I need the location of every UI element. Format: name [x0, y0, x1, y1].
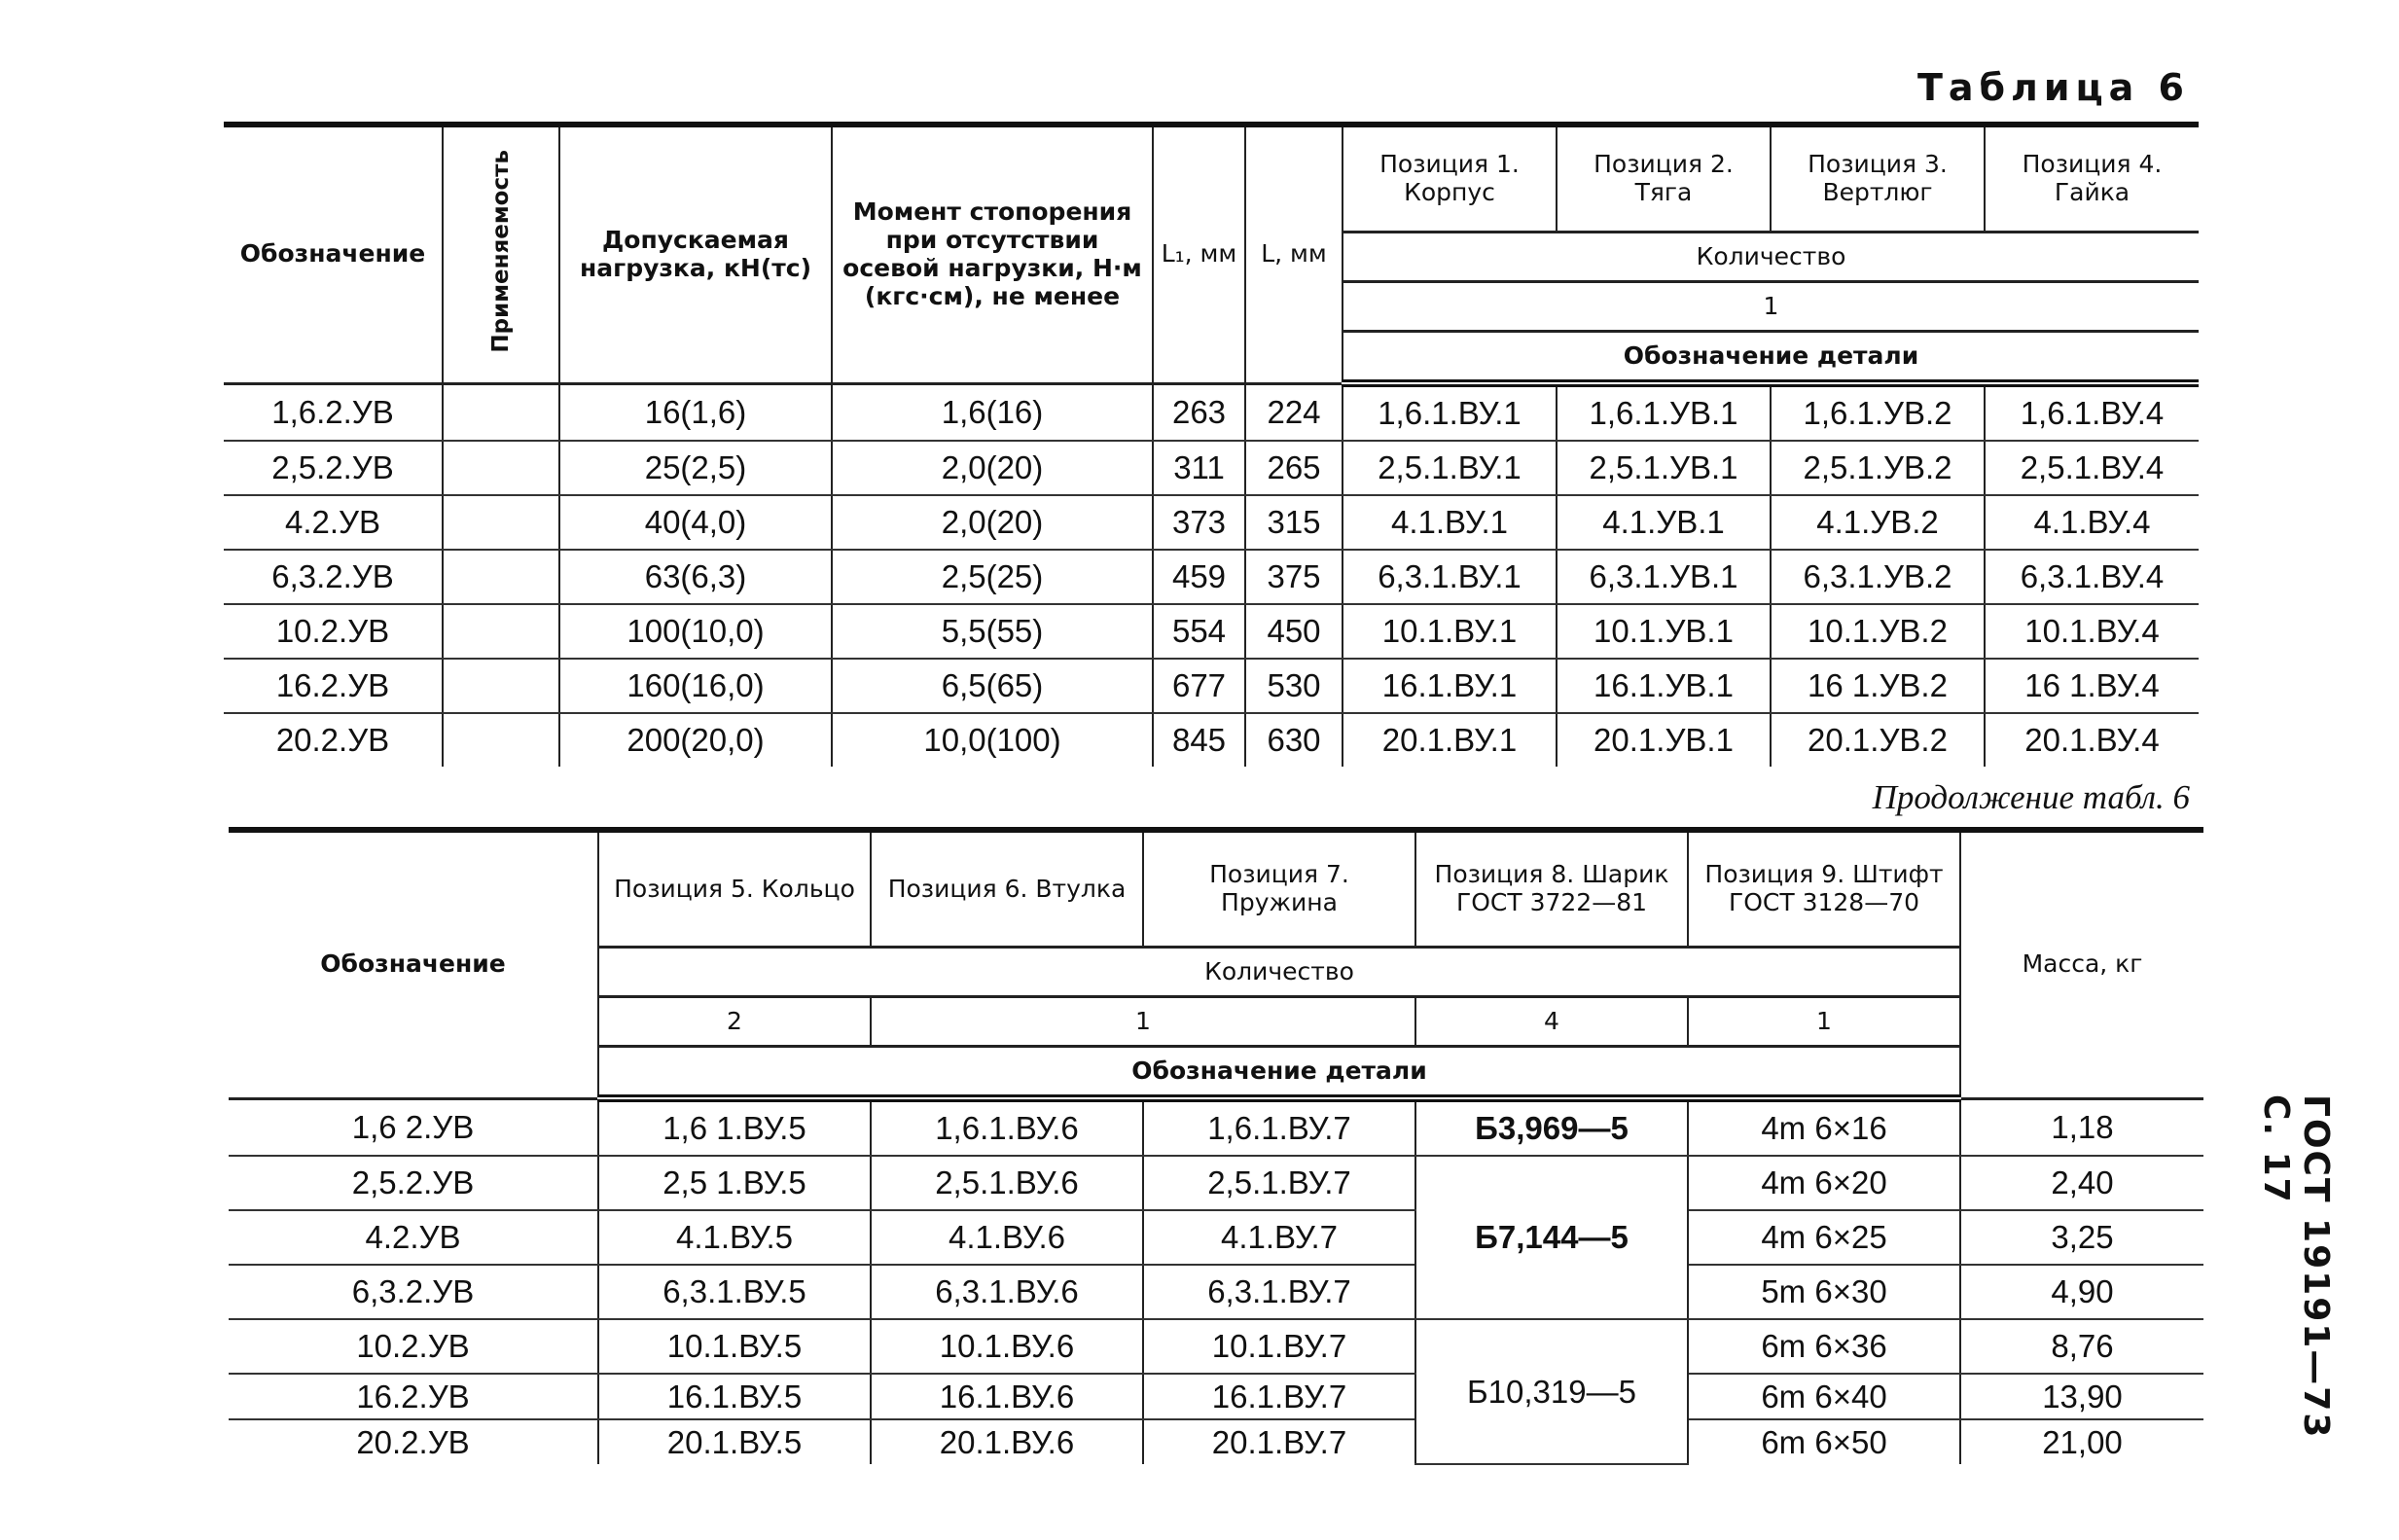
cell-designation: 10.2.УВ [224, 604, 443, 659]
header-pos7: Позиция 7. Пружина [1143, 830, 1415, 948]
cell-mass: 2,40 [1960, 1156, 2203, 1210]
cell-p7: 16.1.ВУ.7 [1143, 1374, 1415, 1419]
cell-l: 265 [1245, 441, 1343, 495]
cell-p1: 16.1.ВУ.1 [1343, 659, 1557, 713]
qty-pos9: 1 [1688, 997, 1960, 1047]
cell-load: 25(2,5) [559, 441, 832, 495]
cell-load: 63(6,3) [559, 550, 832, 604]
cell-p2: 6,3.1.УВ.1 [1557, 550, 1771, 604]
cell-torque: 2,5(25) [832, 550, 1153, 604]
cell-l: 224 [1245, 383, 1343, 441]
cell-p4: 6,3.1.ВУ.4 [1985, 550, 2199, 604]
table-row [224, 441, 2199, 495]
header-part-designation: Обозначение детали [1343, 332, 2199, 384]
cell-p7: 10.1.ВУ.7 [1143, 1319, 1415, 1374]
continuation-table [229, 827, 2203, 1465]
cell-p1: 20.1.ВУ.1 [1343, 713, 1557, 767]
cell-applicability [443, 441, 559, 495]
cell-load: 40(4,0) [559, 495, 832, 550]
header2-part-designation: Обозначение детали [598, 1047, 1960, 1099]
table-row [229, 1374, 2203, 1419]
header-pos2: Позиция 2. Тяга [1557, 125, 1771, 233]
cell-p6: 1,6.1.ВУ.6 [871, 1098, 1143, 1156]
cell-mass: 13,90 [1960, 1374, 2203, 1419]
main-table [224, 122, 2199, 767]
header-load: Допускаемая нагрузка, кН(тс) [559, 125, 832, 383]
header-quantity-value: 1 [1343, 282, 2199, 332]
cell-l: 315 [1245, 495, 1343, 550]
cell-p9: 6m 6×36 [1688, 1319, 1960, 1374]
qty-pos67: 1 [871, 997, 1415, 1047]
cell-p3: 10.1.УВ.2 [1771, 604, 1985, 659]
cell-l1: 459 [1153, 550, 1245, 604]
cell-p7: 2,5.1.ВУ.7 [1143, 1156, 1415, 1210]
cell-p2: 2,5.1.УВ.1 [1557, 441, 1771, 495]
cell-designation: 6,3.2.УВ [224, 550, 443, 604]
cell-p9: 5m 6×30 [1688, 1265, 1960, 1319]
cell-p9: 6m 6×50 [1688, 1419, 1960, 1464]
cell-load: 16(1,6) [559, 383, 832, 441]
cell-mass: 21,00 [1960, 1419, 2203, 1464]
cell-p7: 20.1.ВУ.7 [1143, 1419, 1415, 1464]
header-pos3: Позиция 3. Вертлюг [1771, 125, 1985, 233]
header-pos9: Позиция 9. Штифт ГОСТ 3128—70 [1688, 830, 1960, 948]
cell-p5: 10.1.ВУ.5 [598, 1319, 871, 1374]
table-row [229, 1319, 2203, 1374]
cell-l1: 311 [1153, 441, 1245, 495]
cell-designation: 10.2.УВ [229, 1319, 598, 1374]
cell-p3: 16 1.УВ.2 [1771, 659, 1985, 713]
cell-mass: 8,76 [1960, 1319, 2203, 1374]
cell-l: 530 [1245, 659, 1343, 713]
qty-pos8: 4 [1415, 997, 1688, 1047]
cell-mass: 1,18 [1960, 1098, 2203, 1156]
cell-l1: 263 [1153, 383, 1245, 441]
cell-designation: 16.2.УВ [224, 659, 443, 713]
cell-designation: 4.2.УВ [229, 1210, 598, 1265]
cell-p5: 1,6 1.ВУ.5 [598, 1098, 871, 1156]
header-torque: Момент стопорения при отсутствии осевой нагрузки, Н·м (кгс·см), не менее [832, 125, 1153, 383]
header-quantity: Количество [1343, 233, 2199, 282]
cell-load: 160(16,0) [559, 659, 832, 713]
cell-p3: 2,5.1.УВ.2 [1771, 441, 1985, 495]
cell-torque: 5,5(55) [832, 604, 1153, 659]
cell-l1: 677 [1153, 659, 1245, 713]
cell-p7: 4.1.ВУ.7 [1143, 1210, 1415, 1265]
cell-p4: 20.1.ВУ.4 [1985, 713, 2199, 767]
table-row [229, 1265, 2203, 1319]
header-pos6: Позиция 6. Втулка [871, 830, 1143, 948]
header-l: L, мм [1245, 125, 1343, 383]
cell-p1: 10.1.ВУ.1 [1343, 604, 1557, 659]
cell-p3: 4.1.УВ.2 [1771, 495, 1985, 550]
cell-p5: 6,3.1.ВУ.5 [598, 1265, 871, 1319]
header-pos8: Позиция 8. Шарик ГОСТ 3722—81 [1415, 830, 1688, 948]
cell-p2: 20.1.УВ.1 [1557, 713, 1771, 767]
cell-p9: 4m 6×16 [1688, 1098, 1960, 1156]
cell-torque: 1,6(16) [832, 383, 1153, 441]
cell-p5: 4.1.ВУ.5 [598, 1210, 871, 1265]
cell-l: 375 [1245, 550, 1343, 604]
cell-mass: 3,25 [1960, 1210, 2203, 1265]
header2-designation: Обозначение [229, 830, 598, 1098]
table-row [229, 1156, 2203, 1210]
cell-p8: Б7,144—5 [1415, 1156, 1688, 1319]
cell-p2: 1,6.1.УВ.1 [1557, 383, 1771, 441]
table-row [224, 495, 2199, 550]
cell-applicability [443, 604, 559, 659]
cell-designation: 1,6 2.УВ [229, 1098, 598, 1156]
cell-designation: 4.2.УВ [224, 495, 443, 550]
cell-p4: 16 1.ВУ.4 [1985, 659, 2199, 713]
cell-designation: 2,5.2.УВ [229, 1156, 598, 1210]
cell-designation: 1,6.2.УВ [224, 383, 443, 441]
continuation-title: Продолжение табл. 6 [1872, 778, 2190, 816]
cell-p5: 16.1.ВУ.5 [598, 1374, 871, 1419]
header-mass: Масса, кг [1960, 830, 2203, 1098]
cell-p9: 4m 6×25 [1688, 1210, 1960, 1265]
cell-p6: 4.1.ВУ.6 [871, 1210, 1143, 1265]
cell-p4: 1,6.1.ВУ.4 [1985, 383, 2199, 441]
cell-p3: 20.1.УВ.2 [1771, 713, 1985, 767]
cell-designation: 2,5.2.УВ [224, 441, 443, 495]
header-designation: Обозначение [224, 125, 443, 383]
cell-p8: Б10,319—5 [1415, 1319, 1688, 1464]
cell-p6: 2,5.1.ВУ.6 [871, 1156, 1143, 1210]
cell-l1: 373 [1153, 495, 1245, 550]
header-pos4: Позиция 4. Гайка [1985, 125, 2199, 233]
cell-torque: 10,0(100) [832, 713, 1153, 767]
cell-load: 100(10,0) [559, 604, 832, 659]
cell-p2: 10.1.УВ.1 [1557, 604, 1771, 659]
header-pos1: Позиция 1. Корпус [1343, 125, 1557, 233]
cell-designation: 20.2.УВ [224, 713, 443, 767]
cell-applicability [443, 495, 559, 550]
cell-p6: 6,3.1.ВУ.6 [871, 1265, 1143, 1319]
cell-p5: 20.1.ВУ.5 [598, 1419, 871, 1464]
cell-p6: 10.1.ВУ.6 [871, 1319, 1143, 1374]
header-applicability [443, 125, 559, 383]
cell-l: 450 [1245, 604, 1343, 659]
cell-p4: 10.1.ВУ.4 [1985, 604, 2199, 659]
cell-p2: 4.1.УВ.1 [1557, 495, 1771, 550]
table-row [224, 659, 2199, 713]
cell-p3: 1,6.1.УВ.2 [1771, 383, 1985, 441]
cell-p9: 6m 6×40 [1688, 1374, 1960, 1419]
cell-p5: 2,5 1.ВУ.5 [598, 1156, 871, 1210]
cell-p3: 6,3.1.УВ.2 [1771, 550, 1985, 604]
cell-applicability [443, 550, 559, 604]
cell-p6: 20.1.ВУ.6 [871, 1419, 1143, 1464]
cell-designation: 16.2.УВ [229, 1374, 598, 1419]
cell-designation: 20.2.УВ [229, 1419, 598, 1464]
cell-l1: 845 [1153, 713, 1245, 767]
standard-page-label: ГОСТ 19191—73 С. 17 [2256, 1094, 2336, 1440]
cell-p4: 4.1.ВУ.4 [1985, 495, 2199, 550]
cell-p8: Б3,969—5 [1415, 1098, 1688, 1156]
header-pos5: Позиция 5. Кольцо [598, 830, 871, 948]
table-row [224, 383, 2199, 441]
table-row [224, 604, 2199, 659]
cell-applicability [443, 659, 559, 713]
cell-torque: 6,5(65) [832, 659, 1153, 713]
table-row [224, 550, 2199, 604]
cell-l1: 554 [1153, 604, 1245, 659]
cell-mass: 4,90 [1960, 1265, 2203, 1319]
table-row [229, 1098, 2203, 1156]
cell-p1: 2,5.1.ВУ.1 [1343, 441, 1557, 495]
header-l1: L₁, мм [1153, 125, 1245, 383]
cell-l: 630 [1245, 713, 1343, 767]
cell-p1: 6,3.1.ВУ.1 [1343, 550, 1557, 604]
table-row [229, 1210, 2203, 1265]
cell-p9: 4m 6×20 [1688, 1156, 1960, 1210]
qty-pos5: 2 [598, 997, 871, 1047]
cell-designation: 6,3.2.УВ [229, 1265, 598, 1319]
cell-p4: 2,5.1.ВУ.4 [1985, 441, 2199, 495]
table-row [229, 1419, 2203, 1464]
cell-p6: 16.1.ВУ.6 [871, 1374, 1143, 1419]
header-applicability-label: Применяемость [487, 150, 514, 353]
cell-p7: 1,6.1.ВУ.7 [1143, 1098, 1415, 1156]
cell-applicability [443, 713, 559, 767]
header2-quantity: Количество [598, 948, 1960, 997]
cell-torque: 2,0(20) [832, 441, 1153, 495]
cell-p7: 6,3.1.ВУ.7 [1143, 1265, 1415, 1319]
cell-p1: 4.1.ВУ.1 [1343, 495, 1557, 550]
cell-p1: 1,6.1.ВУ.1 [1343, 383, 1557, 441]
cell-applicability [443, 383, 559, 441]
cell-p2: 16.1.УВ.1 [1557, 659, 1771, 713]
table-row [224, 713, 2199, 767]
table-title: Таблица 6 [1916, 66, 2190, 109]
cell-load: 200(20,0) [559, 713, 832, 767]
cell-torque: 2,0(20) [832, 495, 1153, 550]
